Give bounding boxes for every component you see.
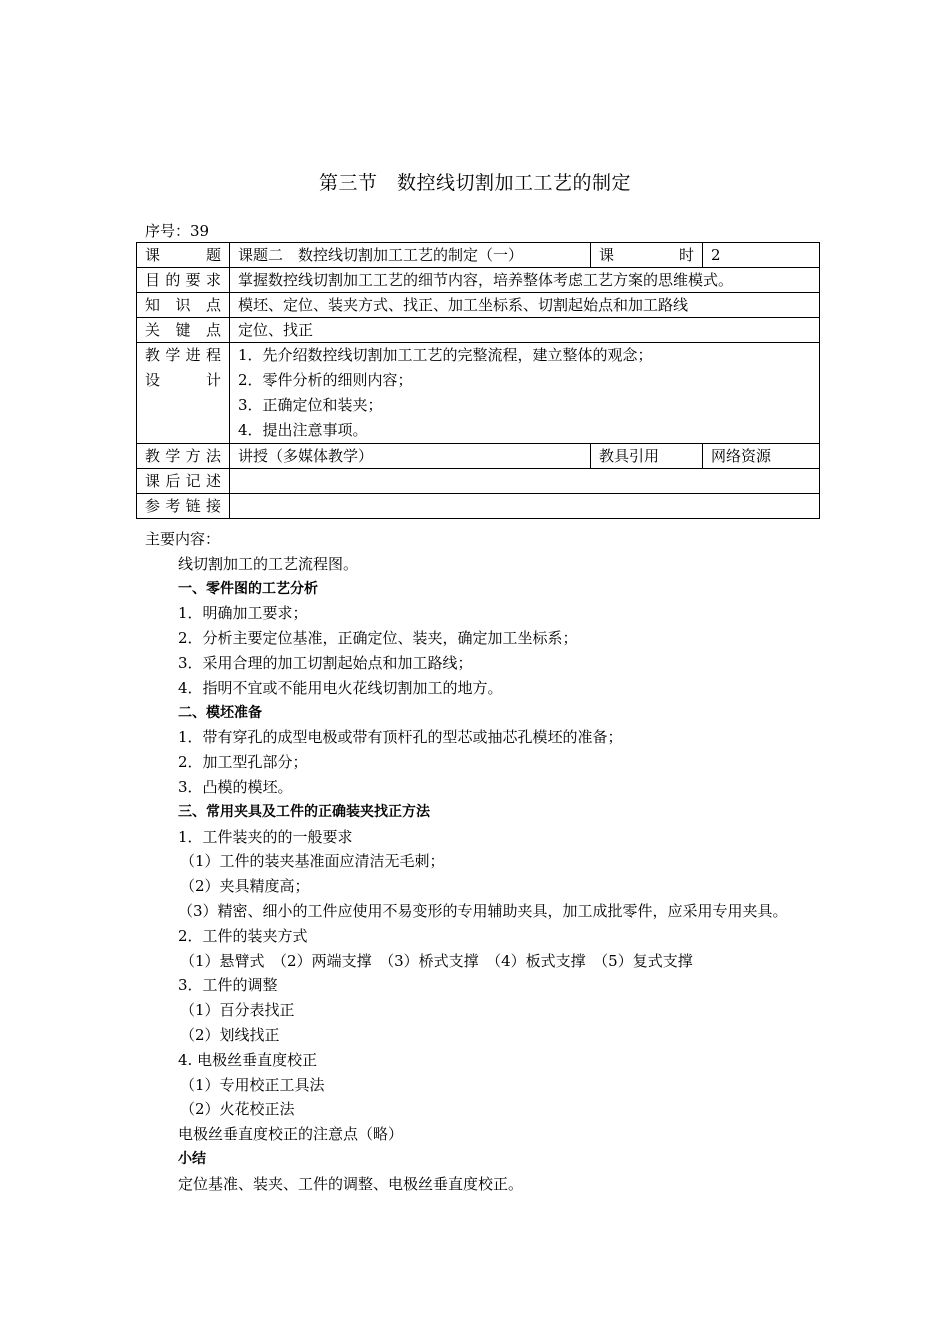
table-row xyxy=(137,343,820,444)
list-item: 3．凸模的模坯。 xyxy=(178,777,293,796)
label-after-class-notes: 课后记述 xyxy=(137,469,230,494)
list-item: 4．指明不宜或不能用电火花线切割加工的地方。 xyxy=(178,678,503,697)
list-item: 4．提出注意事项。 xyxy=(238,421,368,439)
label-method: 教学方法 xyxy=(137,444,230,469)
section-2-title: 二、模坯准备 xyxy=(178,704,262,721)
table-row xyxy=(137,268,820,293)
label-topic: 课 题 xyxy=(137,243,230,268)
label-teaching-process-line2: 设 计 xyxy=(145,371,221,389)
summary-title: 小结 xyxy=(178,1150,206,1167)
list-item: 3．采用合理的加工切割起始点和加工路线； xyxy=(178,653,473,672)
list-item: （3）精密、细小的工件应使用不易变形的专用辅助夹具，加工成批零件，应采用专用夹具。 xyxy=(178,901,788,920)
content-intro: 线切割加工的工艺流程图。 xyxy=(178,554,359,573)
value-method: 讲授（多媒体教学） xyxy=(230,444,591,469)
label-key-point: 关 键 点 xyxy=(137,318,230,343)
value-teaching-aids: 网络资源 xyxy=(703,444,820,469)
label-hours: 课 时 xyxy=(591,243,703,268)
value-topic: 课题二 数控线切割加工工艺的制定（一） xyxy=(230,243,591,268)
subsection-title: 4. 电极丝垂直度校正 xyxy=(178,1050,318,1069)
label-teaching-process xyxy=(137,343,230,444)
table-row xyxy=(137,318,820,343)
value-reference-links xyxy=(230,494,820,519)
list-item: 1．带有穿孔的成型电极或带有顶杆孔的型芯或抽芯孔模坯的准备； xyxy=(178,728,623,747)
subsection-title: 2．工件的装夹方式 xyxy=(178,926,308,945)
section-3-title: 三、常用夹具及工件的正确装夹找正方法 xyxy=(178,803,430,820)
page-title: 第三节 数控线切割加工工艺的制定 xyxy=(318,172,631,194)
summary-text: 定位基准、装夹、工件的调整、电极丝垂直度校正。 xyxy=(178,1174,524,1193)
list-item: 1．明确加工要求； xyxy=(178,604,308,623)
content-heading: 主要内容： xyxy=(145,530,221,548)
table-row xyxy=(137,494,820,519)
list-item: （2）火花校正法 xyxy=(180,1100,295,1119)
serial-number: 序号：39 xyxy=(145,222,210,240)
table-row xyxy=(137,444,820,469)
label-objective: 目的要求 xyxy=(137,268,230,293)
list-item: （1）工件的装夹基准面应清洁无毛刺； xyxy=(180,852,445,871)
note-text: 电极丝垂直度校正的注意点（略） xyxy=(178,1125,404,1144)
section-1-title: 一、零件图的工艺分析 xyxy=(178,580,318,597)
table-row xyxy=(137,469,820,494)
table-row xyxy=(137,293,820,318)
label-knowledge: 知 识 点 xyxy=(137,293,230,318)
subsection-title: 1．工件装夹的的一般要求 xyxy=(178,827,353,846)
list-item: 2．分析主要定位基准，正确定位、装夹，确定加工坐标系； xyxy=(178,629,578,648)
value-after-class-notes xyxy=(230,469,820,494)
value-hours: 2 xyxy=(703,243,820,268)
main-content xyxy=(145,527,825,1197)
list-item: 2．零件分析的细则内容； xyxy=(238,371,413,389)
table-row xyxy=(137,243,820,268)
lesson-info-table xyxy=(136,242,820,519)
list-item: （2）夹具精度高； xyxy=(180,877,310,896)
list-item: 1．先介绍数控线切割加工工艺的完整流程，建立整体的观念； xyxy=(238,346,653,364)
label-reference-links: 参考链接 xyxy=(137,494,230,519)
value-objective: 掌握数控线切割加工工艺的细节内容，培养整体考虑工艺方案的思维模式。 xyxy=(230,268,820,293)
list-item: （1）专用校正工具法 xyxy=(180,1075,325,1094)
list-item: （2）划线找正 xyxy=(180,1025,280,1044)
subsection-title: 3．工件的调整 xyxy=(178,976,278,995)
value-key-point: 定位、找正 xyxy=(230,318,820,343)
value-teaching-process xyxy=(230,343,820,444)
label-teaching-process-line1: 教学进程 xyxy=(145,346,221,364)
value-knowledge: 模坯、定位、装夹方式、找正、加工坐标系、切割起始点和加工路线 xyxy=(230,293,820,318)
list-item: 3．正确定位和装夹； xyxy=(238,396,383,414)
list-item: 2．加工型孔部分； xyxy=(178,753,308,772)
list-item: （1）百分表找正 xyxy=(180,1001,295,1020)
list-item: （1）悬臂式 （2）两端支撑 （3）桥式支撑 （4）板式支撑 （5）复式支撑 xyxy=(180,951,693,970)
label-teaching-aids: 教具引用 xyxy=(591,444,703,469)
